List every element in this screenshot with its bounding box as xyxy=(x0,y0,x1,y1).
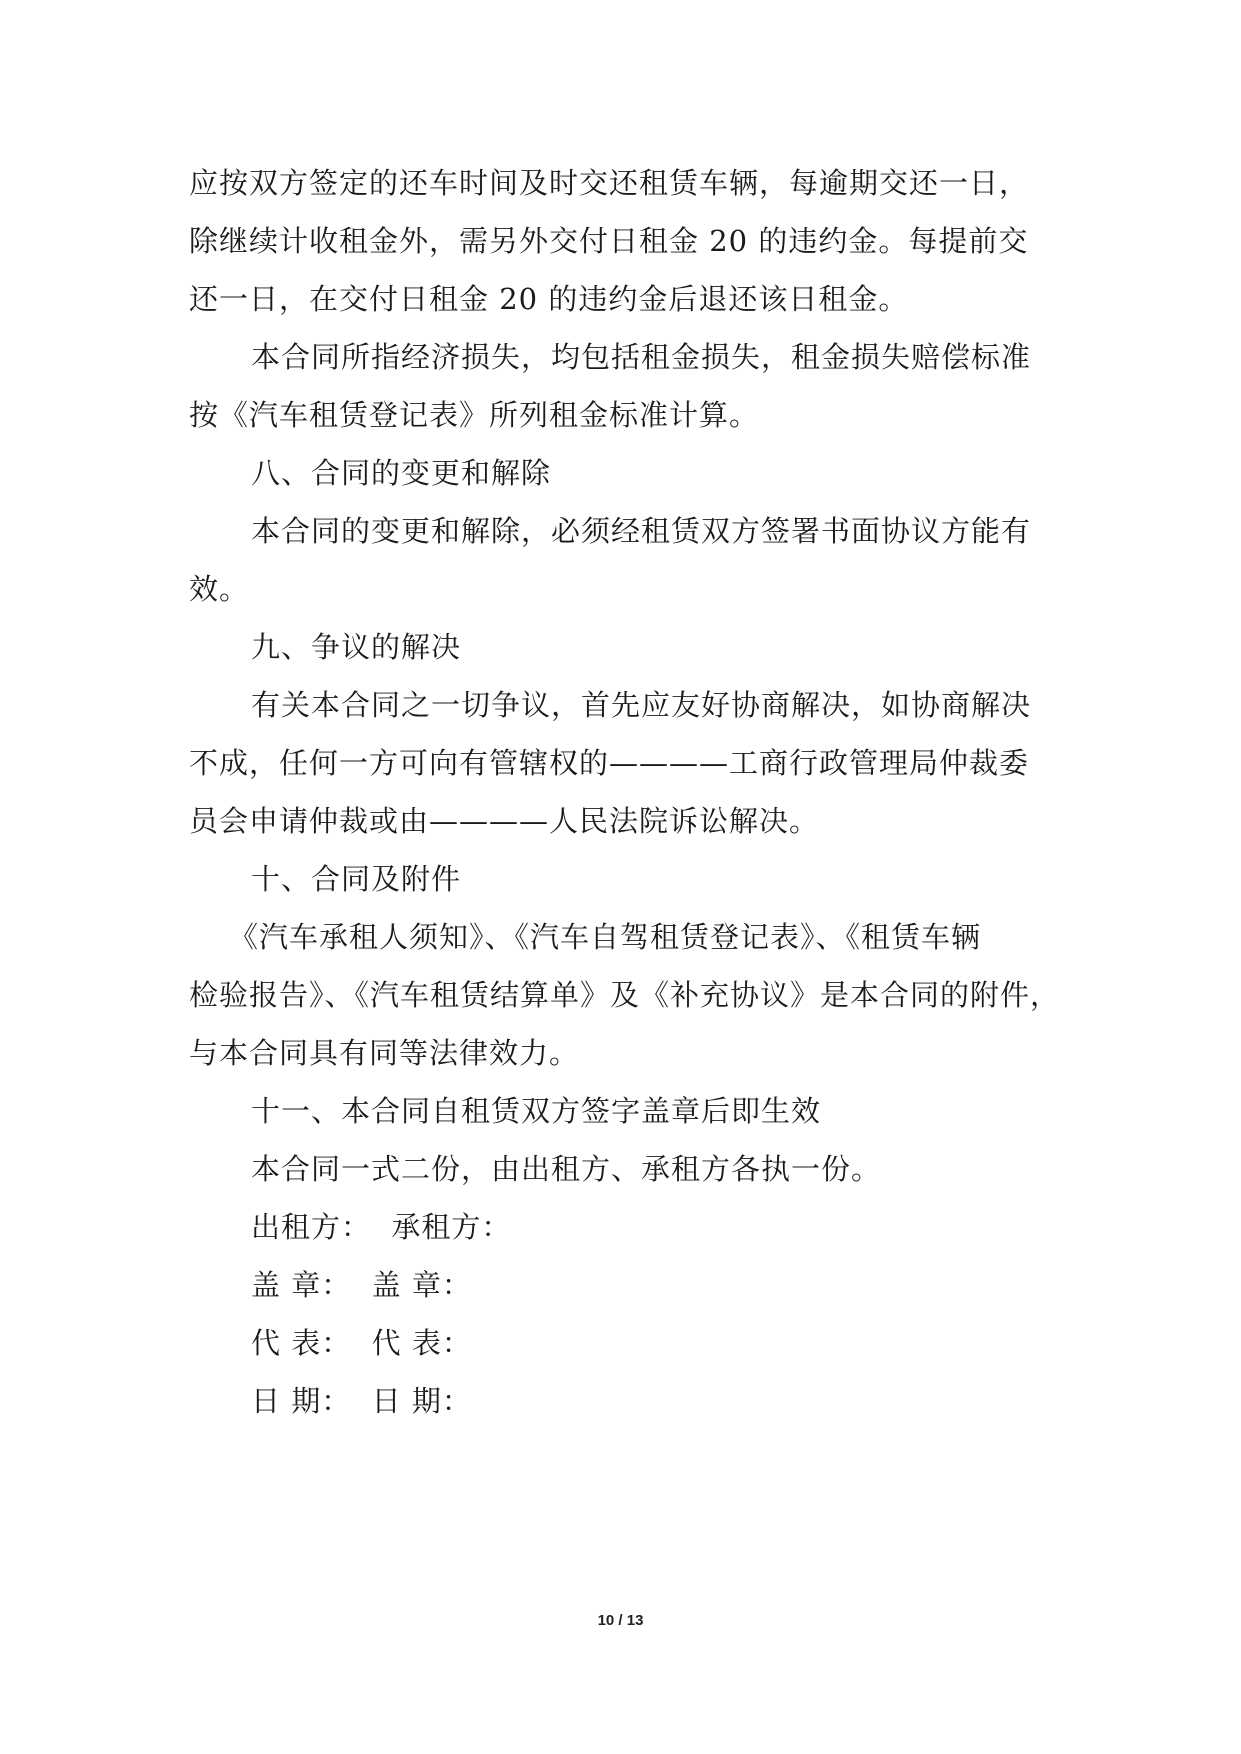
signature-date-line: 日 期： 日 期： xyxy=(251,1384,472,1418)
body-line: 不成，任何一方可向有管辖权的————工商行政管理局仲裁委 xyxy=(189,746,1030,780)
signature-party-line: 出租方： 承租方： xyxy=(251,1210,512,1244)
body-line: 检验报告》、《汽车租赁结算单》及《补充协议》是本合同的附件， xyxy=(189,978,1061,1012)
body-line: 效。 xyxy=(189,572,250,606)
body-line: 本合同所指经济损失，均包括租金损失，租金损失赔偿标准 xyxy=(251,340,1032,374)
body-line: 还一日，在交付日租金 20 的违约金后退还该日租金。 xyxy=(189,282,909,316)
body-line: 有关本合同之一切争议，首先应友好协商解决，如协商解决 xyxy=(251,688,1032,722)
section-heading: 九、争议的解决 xyxy=(251,630,462,664)
body-line: 除继续计收租金外，需另外交付日租金 20 的违约金。每提前交 xyxy=(189,224,1029,258)
page-number: 10 / 13 xyxy=(597,1612,644,1629)
section-heading: 八、合同的变更和解除 xyxy=(251,456,552,490)
section-heading: 十、合同及附件 xyxy=(251,862,462,896)
body-line: 按《汽车租赁登记表》所列租金标准计算。 xyxy=(189,398,760,432)
body-line: 《汽车承租人须知》、《汽车自驾租赁登记表》、《租赁车辆 xyxy=(229,920,982,954)
body-line: 本合同一式二份，由出租方、承租方各执一份。 xyxy=(251,1152,882,1186)
signature-seal-line: 盖 章： 盖 章： xyxy=(251,1268,472,1302)
body-line: 与本合同具有同等法律效力。 xyxy=(189,1036,580,1070)
section-heading: 十一、本合同自租赁双方签字盖章后即生效 xyxy=(251,1094,822,1128)
body-line: 本合同的变更和解除，必须经租赁双方签署书面协议方能有 xyxy=(251,514,1032,548)
body-line: 员会申请仲裁或由————人民法院诉讼解决。 xyxy=(189,804,820,838)
signature-representative-line: 代 表： 代 表： xyxy=(251,1326,472,1360)
body-line: 应按双方签定的还车时间及时交还租赁车辆，每逾期交还一日， xyxy=(189,166,1030,200)
